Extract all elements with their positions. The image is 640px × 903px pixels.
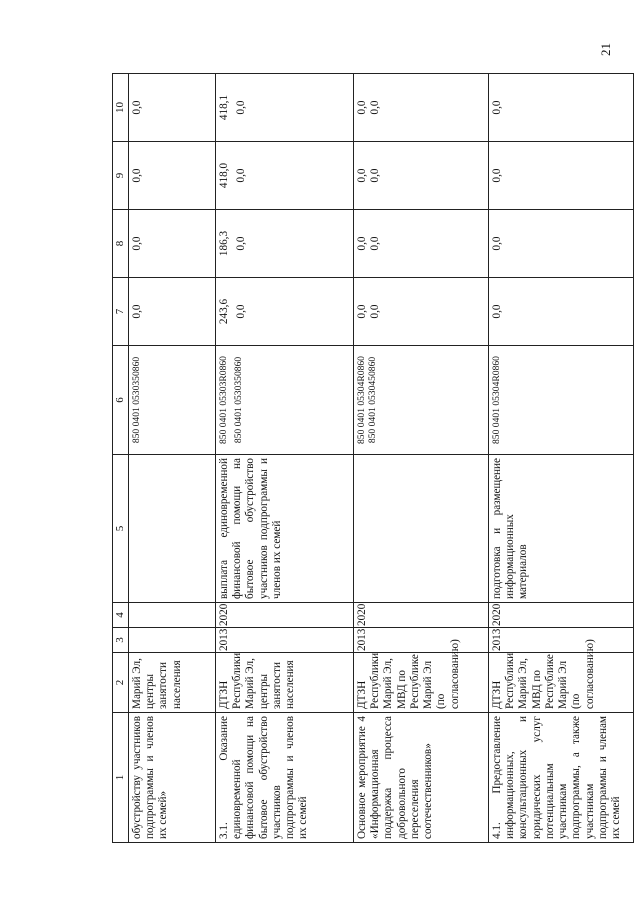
value-cell [489, 210, 634, 278]
value-cell [216, 142, 354, 210]
executor-cell: ДТЗН Республики Марий Эл, МВД по Республике Марий Эл (по согласованию) [354, 653, 489, 713]
budget-code-cell [216, 346, 354, 455]
value: 243,6 [218, 298, 230, 325]
value-cell [354, 142, 489, 210]
rotated-table-container [112, 73, 620, 843]
value-cell [354, 210, 489, 278]
budget-code: 850 0401 05304R0860 [491, 356, 502, 444]
page-number: 21 [598, 43, 613, 56]
result-cell [129, 455, 216, 603]
value: 418,1 [218, 94, 230, 121]
event-name-cell: 4.1. Предоставление информационных, консультационных и юридических услуг потенциальным участникам подпрограммы, а также участникам подпрограммы и членам их семей [489, 713, 634, 843]
end-year-cell: 2020 [354, 603, 489, 628]
value-cell [216, 74, 354, 142]
value: 0,0 [356, 100, 368, 115]
value: 0,0 [491, 168, 503, 183]
value: 0,0 [369, 304, 382, 319]
result-cell: подготовка и размещение информационных материалов [489, 455, 634, 603]
header-cell: 9 [113, 142, 129, 210]
end-year-cell: 2020 [216, 603, 354, 628]
value-cell [354, 74, 489, 142]
value-cell [216, 210, 354, 278]
value: 0,0 [131, 100, 143, 115]
table-row [489, 74, 634, 843]
event-name-cell: 3.1. Оказание единовременной финансовой помощи на бытовое обустройство участников подпрограммы и членов их семей [216, 713, 354, 843]
table-row [129, 74, 216, 843]
budget-code: 850 0401 0530350860 [233, 356, 245, 444]
budget-code-cell [129, 346, 216, 455]
value: 0,0 [235, 304, 248, 319]
value: 0,0 [356, 236, 368, 251]
header-cell: 4 [113, 603, 129, 628]
value-cell [129, 142, 216, 210]
start-year-cell: 2013 [216, 628, 354, 653]
value: 0,0 [131, 236, 143, 251]
budget-code: 850 0401 05304R0860 [356, 356, 367, 444]
value-cell [129, 210, 216, 278]
table-row [354, 74, 489, 843]
value-cell [216, 278, 354, 346]
value: 0,0 [235, 168, 248, 183]
header-cell: 3 [113, 628, 129, 653]
budget-code: 850 0401 0530450860 [367, 356, 379, 444]
value: 186,3 [218, 230, 230, 257]
value: 0,0 [491, 236, 503, 251]
budget-code: 850 0401 05303R0860 [218, 356, 229, 444]
event-name-cell: обустройству участников подпрограммы и членов их семей» [129, 713, 216, 843]
value: 0,0 [369, 236, 382, 251]
budget-code-cell [489, 346, 634, 455]
result-cell: выплата единовременной финансовой помощи на бытовое обустройство участников подпрограммы и членов их семей [216, 455, 354, 603]
header-cell: 7 [113, 278, 129, 346]
value: 0,0 [369, 168, 382, 183]
value-cell [489, 142, 634, 210]
header-cell: 8 [113, 210, 129, 278]
header-cell: 2 [113, 653, 129, 713]
end-year-cell: 2020 [489, 603, 634, 628]
executor-cell: ДТЗН Республики Марий Эл, центры занятости населения [216, 653, 354, 713]
header-cell: 10 [113, 74, 129, 142]
header-row [113, 74, 129, 843]
start-year-cell: 2013 [489, 628, 634, 653]
executor-cell: ДТЗН Республики Марий Эл, МВД по Республике Марий Эл (по согласованию) [489, 653, 634, 713]
executor-cell: Марий Эл, центры занятости населения [129, 653, 216, 713]
header-cell: 6 [113, 346, 129, 455]
value-cell [129, 74, 216, 142]
value-cell [489, 278, 634, 346]
end-year-cell [129, 603, 216, 628]
value: 0,0 [356, 304, 368, 319]
header-cell: 1 [113, 713, 129, 843]
result-cell [354, 455, 489, 603]
value: 0,0 [131, 304, 143, 319]
event-name-cell: Основное мероприятие 4 «Информационная поддержка процесса добровольного переселения соотечественников» [354, 713, 489, 843]
value: 0,0 [491, 100, 503, 115]
value-cell [489, 74, 634, 142]
value: 0,0 [131, 168, 143, 183]
budget-code: 850 0401 0530350860 [131, 356, 142, 444]
header-cell: 5 [113, 455, 129, 603]
value-cell [354, 278, 489, 346]
start-year-cell [129, 628, 216, 653]
value: 0,0 [356, 168, 368, 183]
value: 0,0 [235, 100, 248, 115]
budget-code-cell [354, 346, 489, 455]
value-cell [129, 278, 216, 346]
table-row [216, 74, 354, 843]
value: 418,0 [218, 162, 230, 189]
value: 0,0 [369, 100, 382, 115]
program-table [112, 73, 634, 843]
start-year-cell: 2013 [354, 628, 489, 653]
value: 0,0 [491, 304, 503, 319]
value: 0,0 [235, 236, 248, 251]
